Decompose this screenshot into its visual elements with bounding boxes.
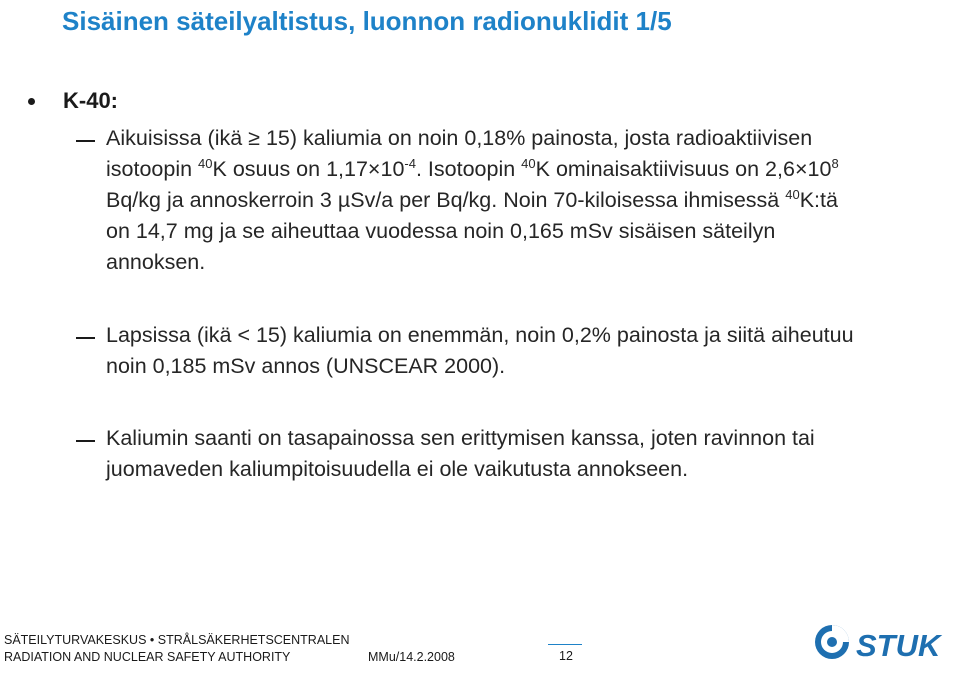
footer-organization: SÄTEILYTURVAKESKUS • STRÅLSÄKERHETSCENTRALEN [4,633,350,647]
paragraph-intake: Kaliumin saanti on tasapainossa sen erittymisen kanssa, joten ravinnon tai juomaveden kaliumpitoisuudella ei ole vaikutusta annokseen. [106,426,815,481]
svg-text:STUK: STUK [856,628,941,663]
page-number-rule [548,644,582,645]
dash-marker [76,337,95,339]
footer-authority: RADIATION AND NUCLEAR SAFETY AUTHORITY [4,650,291,664]
dash-marker [76,440,95,442]
paragraph-children: Lapsissa (ikä < 15) kaliumia on enemmän, noin 0,2% painosta ja siitä aiheutuu noin 0,185 mSv annos (UNSCEAR 2000). [106,323,854,378]
section-heading: K-40: [63,88,119,113]
stuk-logo [812,618,952,668]
slide-title: Sisäinen säteilyaltistus, luonnon radionuklidit 1/5 [62,6,672,36]
paragraph-adult: Aikuisissa (ikä ≥ 15) kaliumia on noin 0,18% painosta, josta radioaktiivisen isotoopin $^{40}$K osuus on $1,17\times 10^{-4}$. Isotoopin $^{40}$K ominaisaktiivisuus on $2,6\times 10^8$ Bq/kg ja annoskerroin 3 µSv/a per Bq/kg. Noin 70-kiloisessa ihmisessä $^{40}$K:tä on 14,7 mg ja se aiheuttaa vuodessa noin 0,165 mSv sisäisen säteilyn annoksen. [106,126,839,274]
dash-marker [76,140,95,142]
page-number: 12 [559,649,573,663]
bullet-dot [28,98,35,105]
footer-date: MMu/14.2.2008 [368,650,455,664]
